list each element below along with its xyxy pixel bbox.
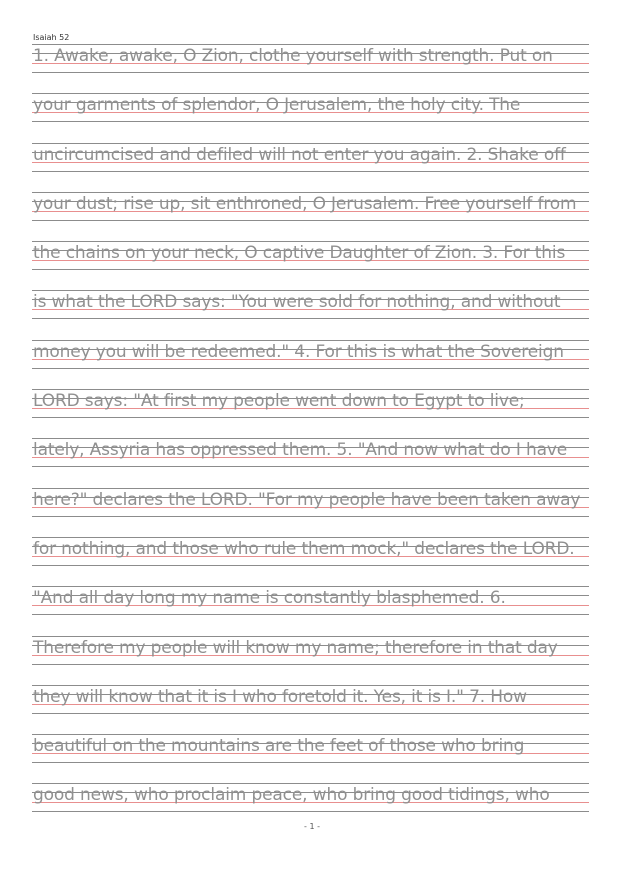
- bottom-guide-line: [32, 269, 589, 270]
- top-guide-line: [32, 438, 589, 439]
- tracing-text: the chains on your neck, O captive Daughter of Zion. 3. For this: [33, 243, 566, 264]
- writing-row: [32, 143, 589, 192]
- top-guide-line: [32, 93, 589, 94]
- bottom-guide-line: [32, 368, 589, 369]
- tracing-text: good news, who proclaim peace, who bring good tidings, who: [33, 785, 550, 806]
- bottom-guide-line: [32, 811, 589, 812]
- tracing-text: 1. Awake, awake, O Zion, clothe yourself with strength. Put on: [33, 46, 553, 66]
- top-guide-line: [32, 44, 589, 45]
- writing-row: [32, 586, 589, 635]
- writing-row: [32, 636, 589, 685]
- bottom-guide-line: [32, 171, 589, 172]
- top-guide-line: [32, 586, 589, 587]
- tracing-text: "And all day long my name is constantly blasphemed. 6.: [33, 588, 506, 609]
- tracing-text: they will know that it is I who foretold it. Yes, it is I." 7. How: [33, 686, 527, 707]
- bottom-guide-line: [32, 121, 589, 122]
- page-number: - 1 -: [304, 822, 320, 831]
- top-guide-line: [32, 488, 589, 489]
- tracing-text: money you will be redeemed." 4. For this is what the Sovereign: [33, 341, 564, 362]
- bottom-guide-line: [32, 713, 589, 714]
- writing-row: [32, 241, 589, 290]
- writing-row: [32, 734, 589, 783]
- top-guide-line: [32, 734, 589, 735]
- top-guide-line: [32, 241, 589, 242]
- bottom-guide-line: [32, 664, 589, 665]
- tracing-text: LORD says: "At first my people went down to Egypt to live;: [33, 391, 525, 412]
- top-guide-line: [32, 537, 589, 538]
- top-guide-line: [32, 685, 589, 686]
- page-title: Isaiah 52: [33, 33, 70, 42]
- writing-row: [32, 537, 589, 586]
- bottom-guide-line: [32, 318, 589, 319]
- top-guide-line: [32, 290, 589, 291]
- tracing-text: is what the LORD says: "You were sold for nothing, and without: [33, 292, 561, 313]
- writing-row: [32, 93, 589, 142]
- tracing-text: for nothing, and those who rule them mock," declares the LORD.: [33, 538, 575, 559]
- writing-row: [32, 290, 589, 339]
- top-guide-line: [32, 783, 589, 784]
- handwriting-lines: [32, 44, 589, 833]
- bottom-guide-line: [32, 565, 589, 566]
- bottom-guide-line: [32, 417, 589, 418]
- bottom-guide-line: [32, 516, 589, 517]
- tracing-text: Therefore my people will know my name; therefore in that day: [33, 637, 558, 658]
- writing-row: [32, 192, 589, 241]
- top-guide-line: [32, 389, 589, 390]
- writing-row: [32, 488, 589, 537]
- writing-row: [32, 340, 589, 389]
- writing-row: [32, 438, 589, 487]
- top-guide-line: [32, 340, 589, 341]
- bottom-guide-line: [32, 72, 589, 73]
- bottom-guide-line: [32, 614, 589, 615]
- tracing-text: here?" declares the LORD. "For my people have been taken away: [33, 489, 581, 510]
- tracing-text: lately, Assyria has oppressed them. 5. "And now what do I have: [33, 440, 568, 461]
- writing-row: [32, 685, 589, 734]
- tracing-text: your garments of splendor, O Jerusalem, the holy city. The: [33, 95, 521, 116]
- bottom-guide-line: [32, 220, 589, 221]
- top-guide-line: [32, 192, 589, 193]
- top-guide-line: [32, 636, 589, 637]
- bottom-guide-line: [32, 762, 589, 763]
- bottom-guide-line: [32, 466, 589, 467]
- writing-row: [32, 44, 589, 93]
- tracing-text: beautiful on the mountains are the feet of those who bring: [33, 736, 525, 757]
- writing-row: [32, 389, 589, 438]
- tracing-text: uncircumcised and defiled will not enter you again. 2. Shake off: [33, 144, 566, 165]
- tracing-text: your dust; rise up, sit enthroned, O Jerusalem. Free yourself from: [33, 193, 577, 214]
- top-guide-line: [32, 143, 589, 144]
